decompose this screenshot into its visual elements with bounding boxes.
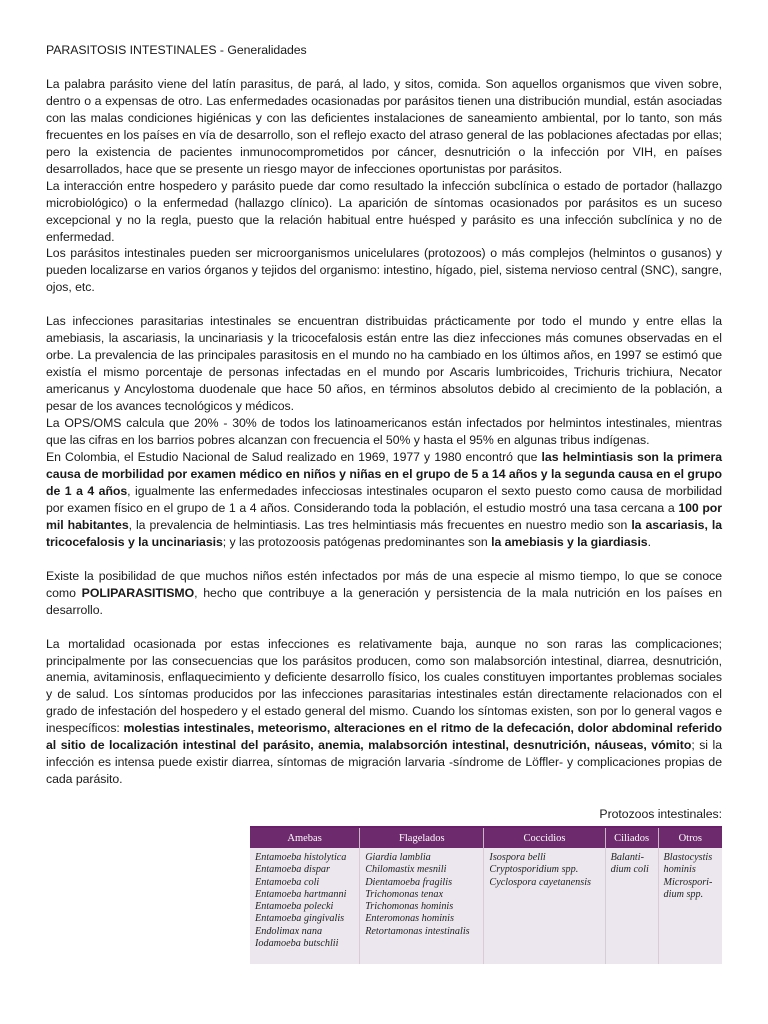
document-page — [46, 42, 723, 821]
organism-name: Chilomastix mesnili — [365, 864, 447, 876]
table-header-cell: Otros — [658, 828, 722, 848]
table-cell — [360, 848, 484, 964]
organism-name: Blastocystis — [663, 852, 713, 863]
organism-name: Enteromonas hominis — [365, 913, 454, 925]
table-cell — [605, 848, 658, 964]
organism-name: Dientamoeba fragilis — [365, 876, 453, 888]
organism-name: Endolimax nana — [255, 925, 323, 937]
text-run: , la prevalencia de helmintiasis. Las tres helmintiasis más frecuentes en nuestro medio son — [128, 517, 632, 532]
table-header-cell: Coccidios — [484, 828, 605, 848]
organism-name: Retortamonas intestinalis — [365, 925, 470, 937]
body-paragraph — [46, 178, 722, 246]
body-paragraph — [46, 245, 722, 296]
organism-name: Trichomonas hominis — [365, 901, 454, 913]
organism-name: Microspori- — [663, 876, 713, 888]
organism-name: Entamoeba dispar — [255, 864, 330, 876]
text-run: Existe la posibilidad de que muchos niños estén infectados por más de una especie al mismo tiempo, lo que se conoce como — [46, 568, 722, 600]
text-run: Las infecciones parasitarias intestinales se encuentran distribuidas prácticamente por todo el mundo y entre ellas la amebiasis, la ascariasis, la uncinariasis y la tricocefalosis están entre las diez infecciones más comunes observadas en el orbe. La prevalencia de las principales parasitosis en el mundo no ha cambiado en los últimos años, en 1997 se estimó que existía el mismo porcentaje de personas infectadas en el mundo por Ascaris lumbricoides, Trichuris trichiura, Necator americanus y Ancylostoma duodenale que hace 50 años, en términos absolutos debido al crecimiento de la población, a pesar de los avances tecnológicos y médicos. — [46, 314, 722, 414]
table-header-row — [250, 828, 722, 848]
table-header-cell: Flagelados — [360, 828, 484, 848]
body-paragraph — [46, 568, 722, 619]
bold-text-run: las helmintiasis son la primera causa de morbilidad por examen médico en niños y niñas en el grupo de 5 a 14 años y la segunda causa en el grupo de 1 a 4 años — [46, 449, 723, 498]
body-paragraph — [46, 636, 722, 789]
text-run: Los parásitos intestinales pueden ser microorganismos unicelulares (protozoos) o más complejos (helmintos o gusanos) y pueden localizarse en varios órganos y tejidos del organismo: intestino, hígado, piel, sistema nervioso central (SNC), sangre, ojos, etc. — [46, 246, 722, 295]
text-run: . — [647, 534, 651, 549]
body-paragraph — [46, 449, 722, 551]
table-cell — [658, 848, 722, 964]
document-body — [46, 76, 722, 788]
text-run: La OPS/OMS calcula que 20% - 30% de todos los latinoamericanos están infectados por helmintos intestinales, mientras que las cifras en los barrios pobres alcanzan con frecuencia el 50% y hasta el 95% en algunas tribus indígenas. — [46, 416, 722, 448]
text-run: En Colombia, el Estudio Nacional de Salud realizado en 1969, 1977 y 1980 encontró que — [46, 449, 542, 464]
table-header-cell: Ciliados — [605, 828, 658, 848]
organism-name: dium coli — [610, 864, 649, 876]
organism-name: Cryptosporidium spp. — [489, 864, 579, 876]
bold-text-run: 100 por mil habitantes — [46, 500, 722, 532]
text-run: ; y las protozoosis patógenas predominantes son — [222, 534, 492, 549]
body-paragraph — [46, 76, 722, 178]
organism-name: Balanti- — [610, 852, 644, 863]
paragraph-gap — [46, 619, 722, 636]
text-run: La mortalidad ocasionada por estas infecciones es relativamente baja, aunque no son raras las complicaciones; principalmente por las consecuencias que los parásitos producen, como son malabsorción intestinal, diarrea, desnutrición, anemia, avitaminosis, enflaquecimiento y deficiente desarrollo físico, los cuales constituyen importantes problemas sociales y de salud. Los síntomas producidos por las infecciones parasitarias intestinales están directamente relacionados con el grado de infestación del hospedero y el estado general del mismo. Cuando los síntomas existen, son por lo general vagos e inespecíficos: — [46, 636, 722, 736]
organism-name: hominis — [663, 864, 696, 876]
table-cell — [484, 848, 605, 964]
bold-text-run: molestias intestinales, meteorismo, alteraciones en el ritmo de la defecación, dolor abdominal referido al sitio de localización intestinal del parásito, anemia, malabsorción intestinal, desnutrición, náuseas, vómito — [46, 721, 722, 753]
organism-name: Trichomonas tenax — [365, 888, 444, 900]
paragraph-gap — [46, 551, 722, 568]
organism-name: Entamoeba histolytica — [255, 852, 347, 863]
text-run: ; si la infección es intensa puede existir diarrea, síntomas de migración larvaria -síndrome de Löffler- y complicaciones propias de cada parásito. — [46, 738, 723, 787]
table-caption: Protozoos intestinales: — [599, 807, 722, 821]
bold-text-run: la amebiasis y la giardiasis — [491, 534, 648, 549]
table-cell — [250, 848, 360, 964]
organism-name: Isospora belli — [489, 852, 546, 863]
protozoa-table — [250, 826, 722, 964]
bold-text-run: POLIPARASITISMO — [81, 585, 195, 600]
table-header-cell: Amebas — [250, 828, 360, 848]
table-row — [250, 848, 722, 964]
organism-name: dium spp. — [663, 888, 704, 900]
bold-text-run: la ascariasis, la tricocefalosis y la uncinariasis — [46, 517, 723, 549]
text-run: , hecho que contribuye a la generación y persistencia de la mala nutrición en los países en desarrollo. — [46, 585, 722, 617]
paragraph-gap — [46, 296, 722, 313]
body-paragraph — [46, 415, 722, 449]
organism-name: Entamoeba polecki — [255, 901, 334, 913]
organism-name: Giardia lamblia — [365, 852, 431, 863]
organism-name: Entamoeba coli — [255, 876, 320, 888]
organism-name: Entamoeba hartmanni — [255, 888, 347, 900]
organism-name: Cyclospora cayetanensis — [489, 876, 591, 888]
text-run: La palabra parásito viene del latín parasitus, de pará, al lado, y sitos, comida. Son aquellos organismos que viven sobre, dentro o a expensas de otro. Las enfermedades ocasionadas por parásitos tienen una distribución mundial, están asociadas con las malas condiciones higiénicas y con las deficientes instalaciones de saneamiento ambiental, por lo tanto, son más frecuentes en los países en vía de desarrollo, son el reflejo exacto del atraso general de las poblaciones afectadas por ellas; pero la existencia de pacientes inmunocomprometidos por cáncer, desnutrición o la infección por VIH, en países desarrollados, hace que se presente un riesgo mayor de infecciones oportunistas por parásitos. — [46, 76, 722, 176]
text-run: La interacción entre hospedero y parásito puede dar como resultado la infección subclínica o estado de portador (hallazgo microbiológico) o la enfermedad (hallazgo clínico). La aparición de síntomas ocasionados por parásitos es un suceso excepcional y no la regla, puesto que la relación habitual entre huésped y parásito es una infección subclínica y no de enfermedad. — [46, 178, 722, 244]
text-run: , igualmente las enfermedades infecciosas intestinales ocuparon el sexto puesto como causa de morbilidad por examen físico en el grupo de 1 a 4 años. Considerando toda la población, el estudio mostró una tasa cercana a — [46, 483, 722, 515]
organism-name: Entamoeba gingivalis — [255, 913, 345, 925]
document-title: PARASITOSIS INTESTINALES - Generalidades — [46, 43, 307, 57]
body-paragraph — [46, 313, 722, 415]
organism-name: Iodamoeba butschlii — [255, 938, 339, 950]
